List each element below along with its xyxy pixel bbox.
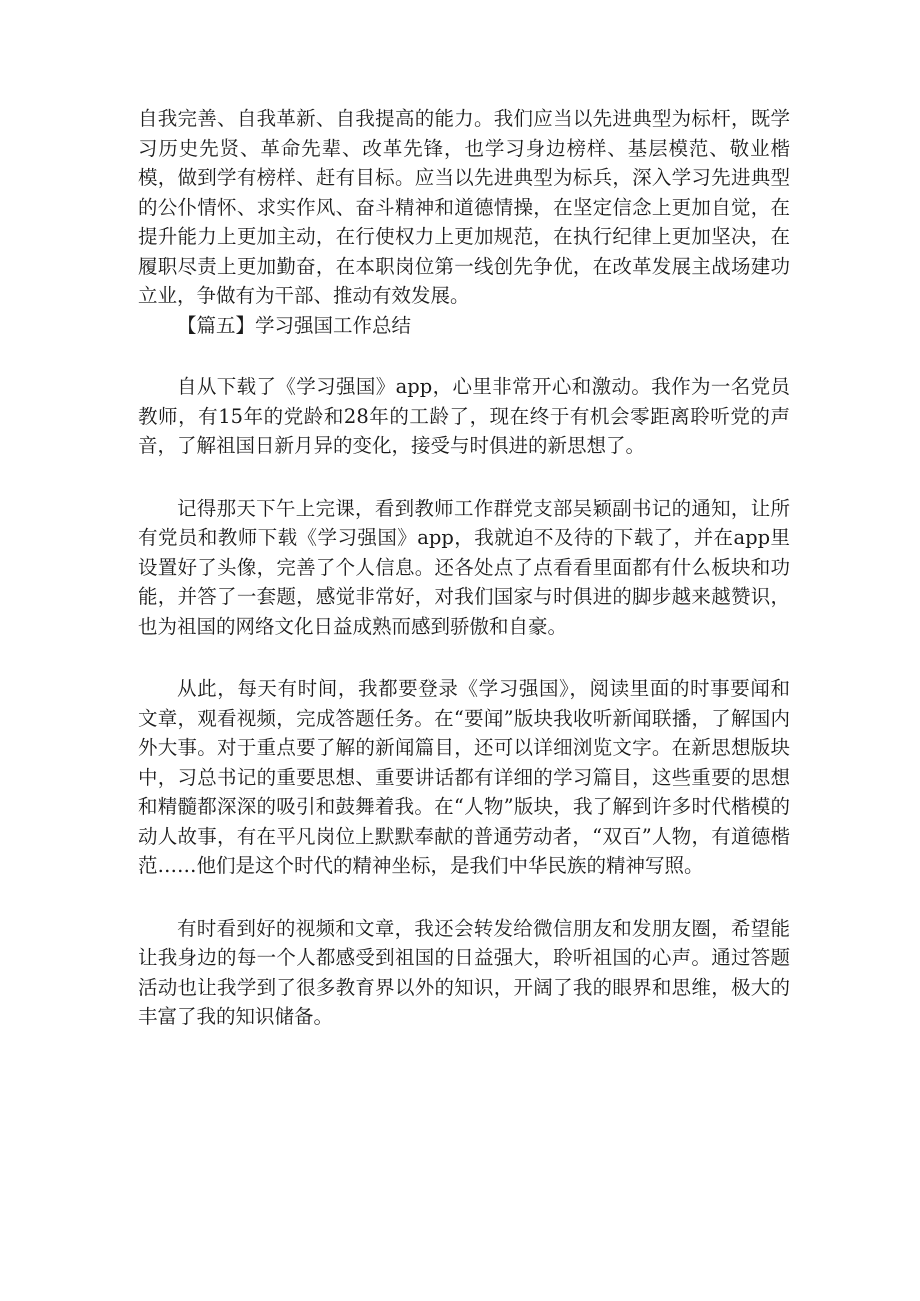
- paragraph-spacer: [138, 881, 790, 914]
- paragraph-download: 记得那天下午上完课，看到教师工作群党支部吴颖副书记的通知，让所有党员和教师下载《学习强国》app，我就迫不及待的下载了，并在app里设置好了头像，完善了个人信息。还各处点了点看看里面都有什么板块和功能，并答了一套题，感觉非常好，对我们国家与时俱进的脚步越来越赞识，也为祖国的网络文化日益成熟而感到骄傲和自豪。: [138, 496, 790, 638]
- paragraph-intro: 自从下载了《学习强国》app，心里非常开心和激动。我作为一名党员教师，有15年的党龄和28年的工龄了，现在终于有机会零距离聆听党的声音，了解祖国日新月异的变化，接受与时俱进的新思想了。: [138, 375, 790, 457]
- paragraph-spacer: [138, 461, 790, 494]
- section-heading: 【篇五】学习强国工作总结: [177, 313, 412, 337]
- document-body: [138, 104, 790, 1032]
- paragraph-spacer: [138, 641, 790, 674]
- paragraph-daily-study: 从此，每天有时间，我都要登录《学习强国》，阅读里面的时事要闻和文章，观看视频，完成答题任务。在“要闻”版块我收听新闻联播，了解国内外大事。对于重点要了解的新闻篇目，还可以详细浏览文字。在新思想版块中，习总书记的重要思想、重要讲话都有详细的学习篇目，这些重要的思想和精髓都深深的吸引和鼓舞着我。在“人物”版块，我了解到许多时代楷模的动人故事，有在平凡岗位上默默奉献的普通劳动者，“双百”人物，有道德楷范……他们是这个时代的精神坐标，是我们中华民族的精神写照。: [138, 677, 790, 877]
- paragraph-sharing: 有时看到好的视频和文章，我还会转发给微信朋友和发朋友圈，希望能让我身边的每一个人都感受到祖国的日益强大，聆听祖国的心声。通过答题活动也让我学到了很多教育界以外的知识，开阔了我的眼界和思维，极大的丰富了我的知识储备。: [138, 916, 790, 1028]
- paragraph-spacer: [138, 340, 790, 372]
- paragraph-continued: 自我完善、自我革新、自我提高的能力。我们应当以先进典型为标杆，既学习历史先贤、革命先辈、改革先锋，也学习身边榜样、基层模范、敬业楷模，做到学有榜样、赶有目标。应当以先进典型为标兵，深入学习先进典型的公仆情怀、求实作风、奋斗精神和道德情操，在坚定信念上更加自觉，在提升能力上更加主动，在行使权力上更加规范，在执行纪律上更加坚决，在履职尽责上更加勤奋，在本职岗位第一线创先争优，在改革发展主战场建功立业，争做有为干部、推动有效发展。: [138, 107, 790, 307]
